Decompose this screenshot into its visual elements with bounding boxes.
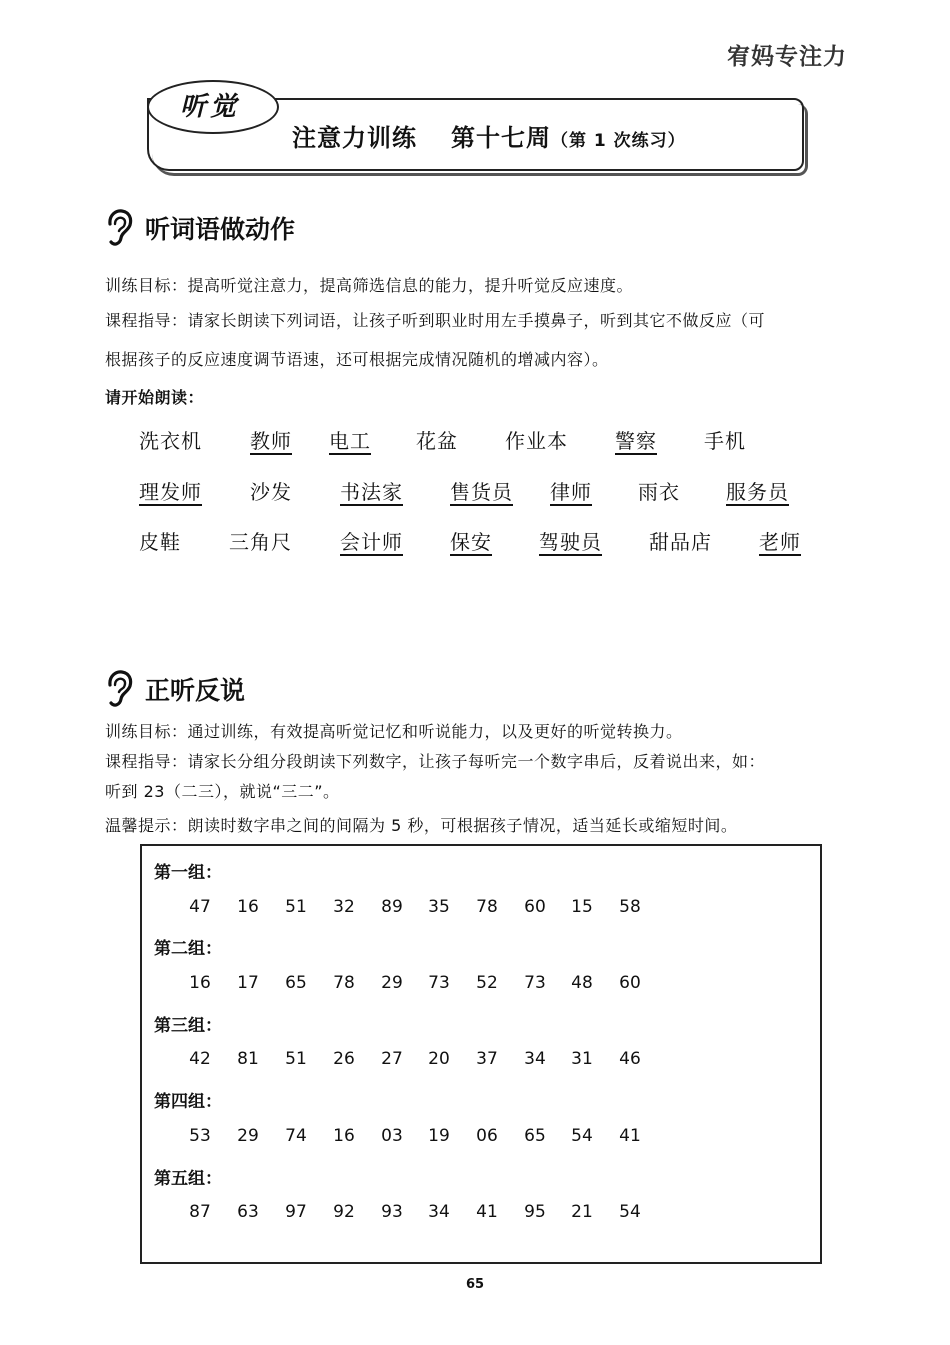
word-item: 雨衣: [638, 480, 680, 504]
section1-title: 听词语做动作: [145, 215, 296, 244]
word-item: 会计师: [340, 530, 403, 554]
word-item: 三角尺: [229, 530, 292, 554]
number-item: 92: [333, 1202, 355, 1222]
number-item: 51: [285, 897, 307, 917]
number-item: 54: [619, 1202, 641, 1222]
number-item: 47: [189, 897, 211, 917]
number-item: 53: [189, 1126, 211, 1146]
group-label: 第四组：: [154, 1092, 222, 1112]
number-item: 78: [476, 897, 498, 917]
word-item: 教师: [250, 429, 292, 453]
number-item: 15: [571, 897, 593, 917]
word-item: 皮鞋: [139, 530, 181, 554]
number-item: 52: [476, 973, 498, 993]
number-item: 41: [476, 1202, 498, 1222]
title-sub: （第 1 次练习）: [551, 131, 686, 151]
number-item: 34: [428, 1202, 450, 1222]
number-item: 29: [381, 973, 403, 993]
word-item: 服务员: [726, 480, 789, 504]
word-item: 花盆: [416, 429, 458, 453]
number-item: 51: [285, 1049, 307, 1069]
section1-start: 请开始朗读：: [105, 388, 205, 407]
word-item: 老师: [759, 530, 801, 554]
number-item: 27: [381, 1049, 403, 1069]
word-item: 律师: [550, 480, 592, 504]
group-label: 第五组：: [154, 1169, 222, 1189]
number-item: 17: [237, 973, 259, 993]
word-item: 洗衣机: [139, 429, 202, 453]
number-item: 16: [189, 973, 211, 993]
number-item: 81: [237, 1049, 259, 1069]
number-item: 58: [619, 897, 641, 917]
number-item: 37: [476, 1049, 498, 1069]
number-item: 41: [619, 1126, 641, 1146]
number-item: 93: [381, 1202, 403, 1222]
number-item: 19: [428, 1126, 450, 1146]
number-item: 65: [285, 973, 307, 993]
word-item: 售货员: [450, 480, 513, 504]
group-label: 第一组：: [154, 863, 222, 883]
number-item: 46: [619, 1049, 641, 1069]
title-main: 注意力训练: [292, 124, 417, 152]
page-number: 65: [465, 1277, 485, 1292]
number-item: 60: [524, 897, 546, 917]
number-item: 16: [333, 1126, 355, 1146]
brand-name: 宥妈专注力: [727, 44, 847, 70]
banner-tab-label: 听觉: [179, 92, 240, 122]
number-item: 16: [237, 897, 259, 917]
group-label: 第三组：: [154, 1016, 222, 1036]
section2-guide-line2: 听到 23（二三），就说“三二”。: [105, 782, 340, 801]
number-item: 48: [571, 973, 593, 993]
number-item: 31: [571, 1049, 593, 1069]
section2-goal: 训练目标：通过训练，有效提高听觉记忆和听说能力，以及更好的听觉转换力。: [105, 722, 683, 741]
number-item: 20: [428, 1049, 450, 1069]
number-item: 26: [333, 1049, 355, 1069]
number-item: 34: [524, 1049, 546, 1069]
group-label: 第二组：: [154, 939, 222, 959]
number-item: 74: [285, 1126, 307, 1146]
word-item: 警察: [615, 429, 657, 453]
word-item: 理发师: [139, 480, 202, 504]
word-item: 手机: [704, 429, 746, 453]
section1-guide-line1: 课程指导：请家长朗读下列词语，让孩子听到职业时用左手摸鼻子，听到其它不做反应（可: [105, 311, 766, 330]
word-list: [0, 0, 950, 600]
number-item: 42: [189, 1049, 211, 1069]
number-item: 06: [476, 1126, 498, 1146]
number-item: 32: [333, 897, 355, 917]
number-item: 54: [571, 1126, 593, 1146]
number-item: 60: [619, 973, 641, 993]
number-item: 03: [381, 1126, 403, 1146]
number-item: 73: [524, 973, 546, 993]
section2-tip: 温馨提示：朗读时数字串之间的间隔为 5 秒，可根据孩子情况，适当延长或缩短时间。: [105, 816, 738, 835]
word-item: 沙发: [250, 480, 292, 504]
number-groups-box: [140, 844, 822, 1264]
section2-guide-line1: 课程指导：请家长分组分段朗读下列数字，让孩子每听完一个数字串后，反着说出来，如：: [105, 752, 766, 771]
number-item: 35: [428, 897, 450, 917]
title-week: 第十七周: [451, 124, 551, 152]
word-item: 甜品店: [649, 530, 712, 554]
word-item: 电工: [329, 429, 371, 453]
number-item: 78: [333, 973, 355, 993]
number-item: 87: [189, 1202, 211, 1222]
word-item: 作业本: [505, 429, 568, 453]
number-item: 95: [524, 1202, 546, 1222]
ear-icon: [103, 669, 133, 709]
number-item: 63: [237, 1202, 259, 1222]
word-item: 驾驶员: [539, 530, 602, 554]
number-item: 65: [524, 1126, 546, 1146]
section2-heading: [103, 669, 245, 709]
word-item: 保安: [450, 530, 492, 554]
section2-title: 正听反说: [145, 676, 246, 705]
section1-guide-line2: 根据孩子的反应速度调节语速，还可根据完成情况随机的增减内容）。: [105, 350, 609, 369]
word-item: 书法家: [340, 480, 403, 504]
number-item: 97: [285, 1202, 307, 1222]
number-item: 21: [571, 1202, 593, 1222]
number-item: 29: [237, 1126, 259, 1146]
number-item: 73: [428, 973, 450, 993]
section1-goal: 训练目标：提高听觉注意力，提高筛选信息的能力，提升听觉反应速度。: [105, 276, 634, 295]
number-item: 89: [381, 897, 403, 917]
